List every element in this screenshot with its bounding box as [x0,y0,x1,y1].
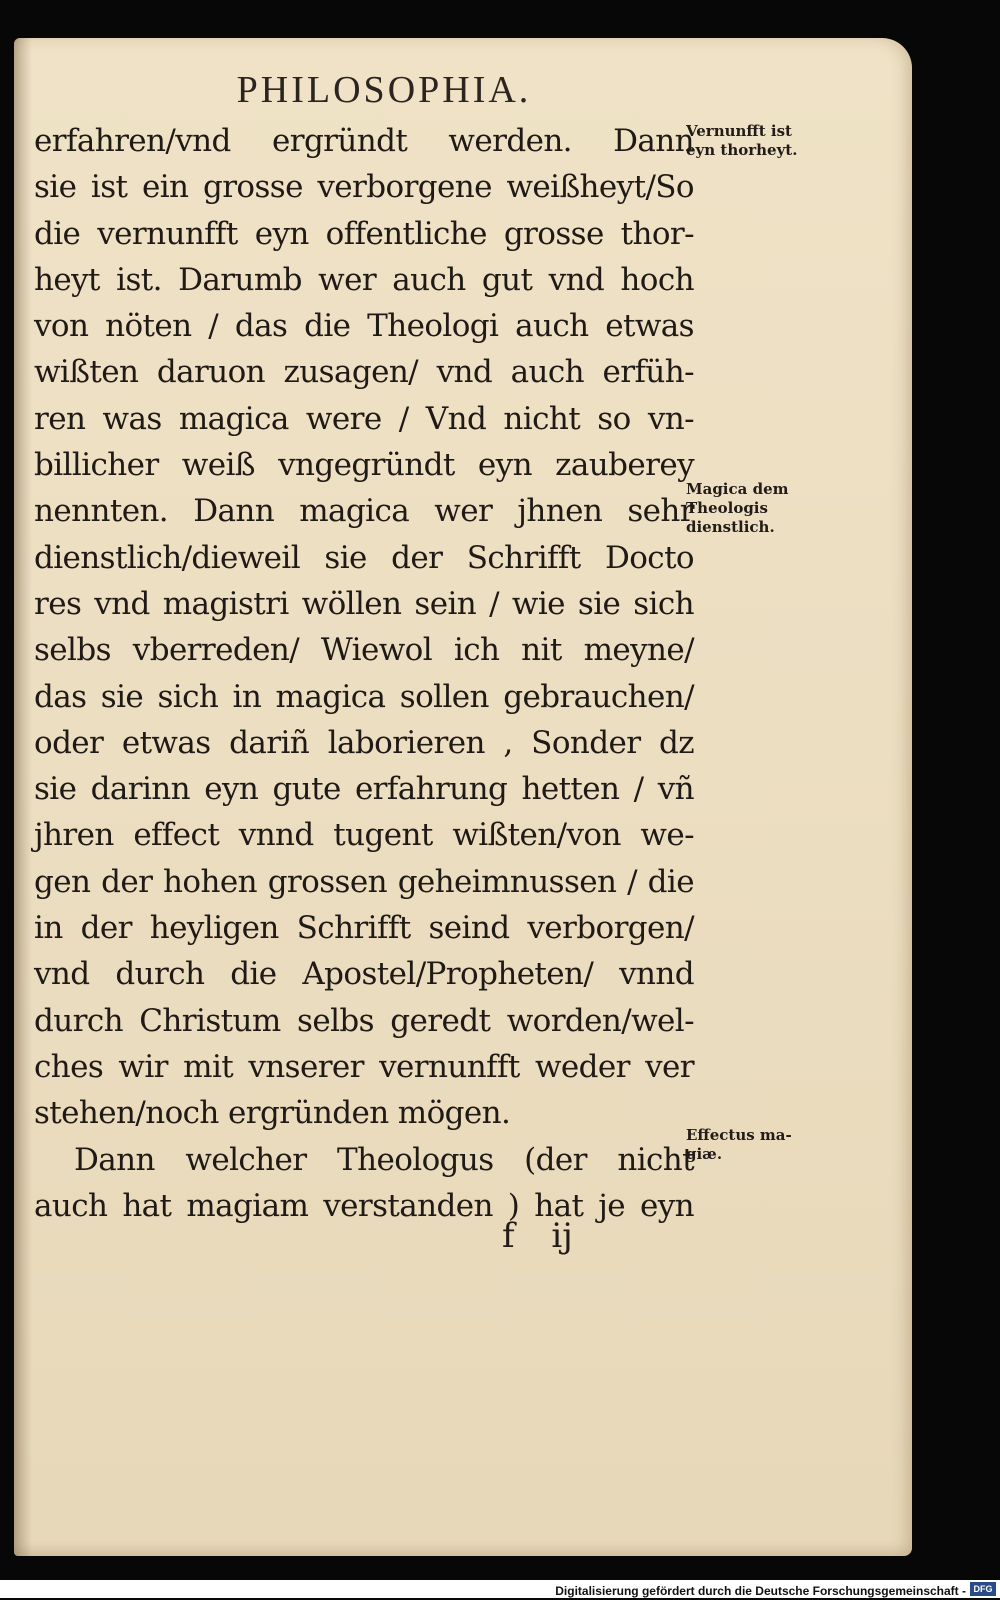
signature-mark: f ij [502,1216,573,1256]
text-line: dienstlich/dieweil sie der Schrifft Docto [34,539,694,576]
text-line: wißten daruon zusagen/ vnd auch erfüh- [34,354,694,391]
text-line: die vernunfft eyn offentliche grosse thor- [34,215,694,252]
sidenote-effectus [686,1126,846,1164]
text-line: ren was magica were / Vnd nicht so vn- [34,400,694,437]
sidenote-line: dienstlich. [686,518,775,536]
sidenote-line: Magica dem [686,480,789,498]
dfg-logo: DFG [970,1582,996,1596]
text-line: von nöten / das die Theologi auch etwas [34,308,694,345]
text-line: erfahren/vnd ergründt werden. Dann [34,123,694,159]
sidenote-line: Vernunfft ist [686,122,792,140]
text-line: sie darinn eyn gute erfahrung hetten / vñ [34,771,694,808]
text-line: in der heyligen Schrifft seind verborgen/ [34,910,694,947]
sidenote-line: eyn thorheyt. [686,141,798,159]
text-line: Dann welcher Theologus (der nicht [74,1141,694,1178]
sidenote-line: Theologis [686,499,768,517]
footer-credit: Digitalisierung gefördert durch die Deutsche Forschungsgemeinschaft - [555,1584,966,1598]
text-line: selbs vberreden/ Wiewol ich nit meyne/ [34,632,694,669]
text-line: heyt ist. Darumb wer auch gut vnd hoch [34,261,694,298]
sidenote-vernunfft [686,122,846,160]
text-line: stehen/noch ergründen mögen. [34,1095,511,1132]
digitization-footer [0,1580,1000,1598]
text-line: durch Christum selbs geredt worden/wel- [34,1002,694,1039]
sidenote-line: giæ. [686,1145,723,1163]
text-line: vnd durch die Apostel/Propheten/ vnnd [34,956,694,993]
sidenote-line: Effectus ma- [686,1126,792,1144]
running-head: PHILOSOPHIA. [236,69,532,111]
text-line: oder etwas dariñ laborieren , Sonder dz [34,724,694,761]
text-line: sie ist ein grosse verborgene weißheyt/So [34,169,694,206]
text-line: nennten. Dann magica wer jhnen sehr [34,493,694,530]
text-line: auch hat magiam verstanden ) hat je eyn [34,1187,694,1224]
text-line: billicher weiß vngegründt eyn zauberey [34,447,694,484]
book-page [14,38,912,1556]
sidenote-magica [686,480,846,537]
body-text [34,118,694,1229]
text-line: jhren effect vnnd tugent wißten/von we- [34,817,694,854]
text-line: res vnd magistri wöllen sein / wie sie sich [34,585,694,622]
text-line: gen der hohen grossen geheimnussen / die [34,863,694,900]
text-line: ches wir mit vnserer vernunfft weder ver [34,1048,694,1085]
text-line: das sie sich in magica sollen gebrauchen/ [34,678,694,715]
